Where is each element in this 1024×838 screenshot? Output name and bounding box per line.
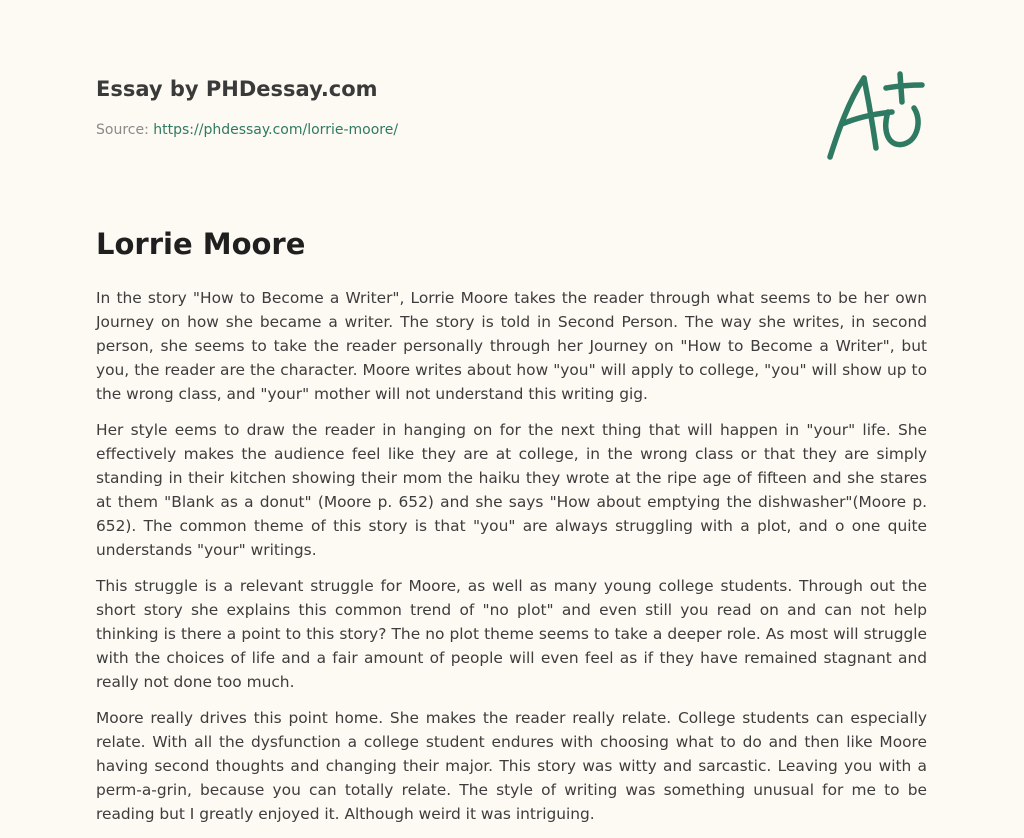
source-label: Source: — [96, 122, 149, 138]
essay-paragraph: Moore really drives this point home. She makes the reader really relate. College students can especially relate. With all the dysfunction a college student endures with choosing what to do and then like Moore having second thoughts and changing their major. This story was witty and sarcastic. Leaving you with a perm-a-grin, because you can totally relate. The style of writing was something unusual for me to be reading but I greatly enjoyed it. Although weird it was intriguing. — [96, 709, 927, 823]
essay-body — [96, 286, 927, 838]
essay-paragraph: Her style eems to draw the reader in hanging on for the next thing that will happen in "your" life. She effectively makes the audience feel like they are at college, in the wrong class or that they are simply standing in their kitchen showing their mom the haiku they wrote at the ripe age of fifteen and she stares at them "Blank as a donut" (Moore p. 652) and she says "How about emptying the dishwasher"(Moore p. 652). The common theme of this story is that "you" are always struggling with a plot, and o one quite understands "your" writings. — [96, 421, 927, 559]
essay-paragraph: This struggle is a relevant struggle for Moore, as well as many young college students. Through out the short story she explains this common trend of "no plot" and even still you read on and can not help thinking is there a point to this story? The no plot theme seems to take a deeper role. As most will struggle with the choices of life and a fair amount of people will even feel as if they have remained stagnant and really not done too much. — [96, 577, 927, 691]
essay-paragraph: In the story "How to Become a Writer", Lorrie Moore takes the reader through what seems to be her own Journey on how she became a writer. The story is told in Second Person. The way she writes, in second person, she seems to take the reader personally through her Journey on "How to Become a Writer", but you, the reader are the character. Moore writes about how "you" will apply to college, "you" will show up to the wrong class, and "your" mother will not understand this writing gig. — [96, 289, 927, 403]
site-brand: Essay by PHDessay.com — [96, 77, 378, 101]
site-header — [96, 74, 696, 138]
source-line — [96, 122, 398, 138]
source-link[interactable]: https://phdessay.com/lorrie-moore/ — [153, 122, 399, 138]
a-plus-grade-icon — [822, 68, 928, 164]
essay-title: Lorrie Moore — [96, 227, 306, 261]
